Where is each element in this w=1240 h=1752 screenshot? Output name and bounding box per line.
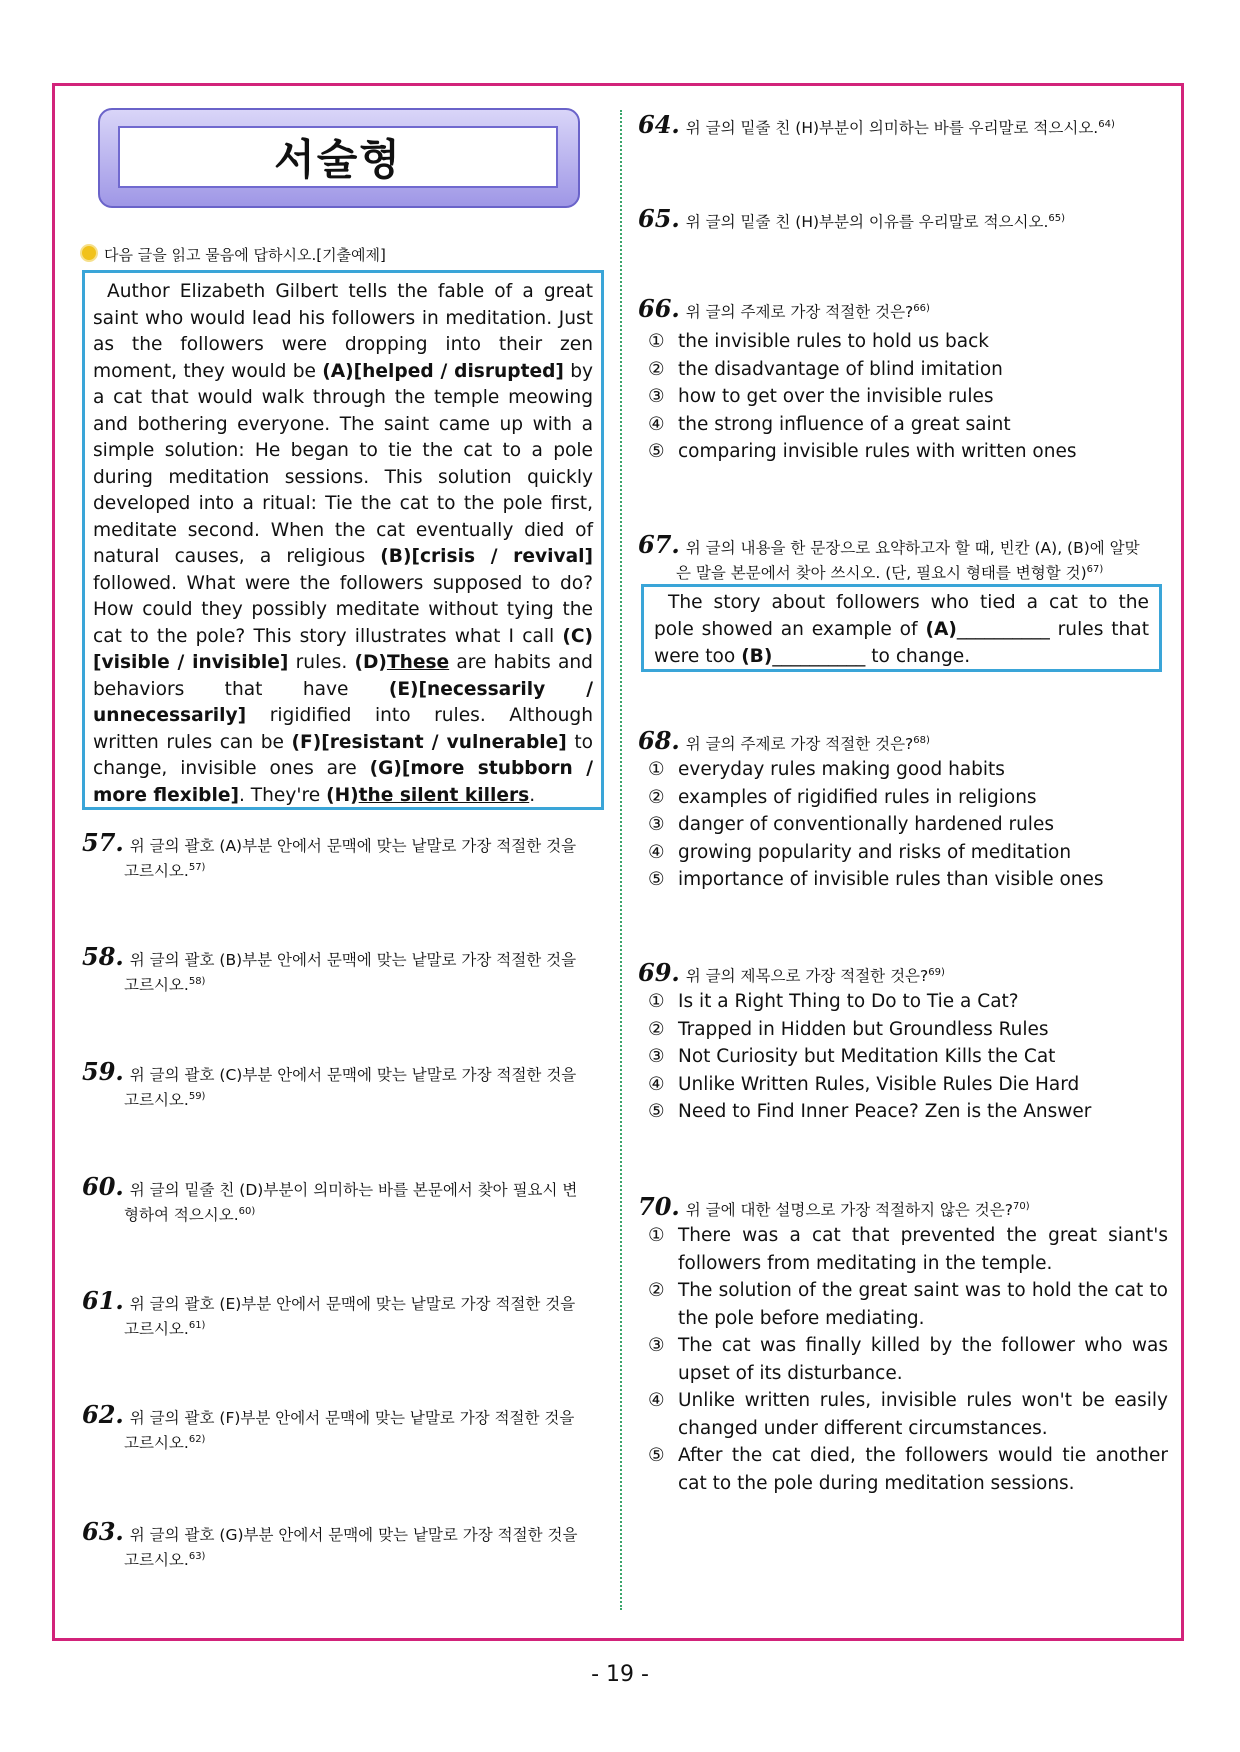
question-64: 64. 위 글의 밑줄 친 (H)부분이 의미하는 바를 우리말로 적으시오.$^{64)}$: [638, 110, 1115, 140]
question-57: 57. 위 글의 괄호 (A)부분 안에서 문맥에 맞는 낱말로 가장 적절한 것을 고르시오.$^{57)}$: [82, 828, 577, 881]
option: ③ Not Curiosity but Meditation Kills the Cat: [648, 1046, 1056, 1067]
option: ⑤ importance of invisible rules than visible ones: [648, 869, 1104, 890]
question-66: 66. 위 글의 주제로 가장 적절한 것은?$^{66)}$: [638, 294, 930, 324]
question-70-options: [648, 1222, 1168, 1497]
bracket-b: (B)[crisis / revival]: [380, 546, 593, 567]
option: ④ Unlike written rules, invisible rules won't be easily changed under different circumstances.: [648, 1390, 1168, 1439]
option: ② The solution of the great saint was to hold the cat to the pole before mediating.: [648, 1280, 1168, 1329]
option: ③ danger of conventionally hardened rules: [648, 814, 1054, 835]
reading-passage: [82, 270, 604, 810]
page-number: - 19 -: [591, 1662, 649, 1687]
option: ⑤ Need to Find Inner Peace? Zen is the Answer: [648, 1101, 1092, 1122]
blank-b[interactable]: __________: [772, 646, 866, 667]
underline-d: (D)These: [354, 652, 450, 673]
question-60: 60. 위 글의 밑줄 친 (D)부분이 의미하는 바를 본문에서 찾아 필요시 변 형하여 적으시오.$^{60)}$: [82, 1172, 578, 1225]
section-title-banner: [98, 108, 580, 208]
question-66-options: [648, 328, 1168, 466]
option: ④ growing popularity and risks of meditation: [648, 841, 1072, 863]
option: ① the invisible rules to hold us back: [648, 331, 989, 352]
summary-box: [641, 584, 1162, 672]
option: ② examples of rigidified rules in religions: [648, 786, 1037, 808]
option: ② the disadvantage of blind imitation: [648, 358, 1003, 380]
question-58: 58. 위 글의 괄호 (B)부분 안에서 문맥에 맞는 낱말로 가장 적절한 것을 고르시오.$^{58)}$: [82, 942, 577, 995]
question-61: 61. 위 글의 괄호 (E)부분 안에서 문맥에 맞는 낱말로 가장 적절한 것을 고르시오.$^{61)}$: [82, 1286, 576, 1339]
bracket-f: (F)[resistant / vulnerable]: [291, 731, 567, 753]
bracket-c: (C)[visible / invisible]: [93, 625, 593, 673]
flower-icon: [80, 244, 98, 262]
option: ④ the strong influence of a great saint: [648, 413, 1011, 435]
option: ② Trapped in Hidden but Groundless Rules: [648, 1018, 1049, 1040]
summary-text: The story about followers who tied a cat to the pole showed an example of (A)__________ rules that were too (B)__________ to change.: [654, 592, 1149, 667]
question-65: 65. 위 글의 밑줄 친 (H)부분의 이유를 우리말로 적으시오.$^{65)}$: [638, 204, 1066, 234]
underline-h: (H)the silent killers: [326, 784, 530, 806]
option: ① There was a cat that prevented the great siant's followers from meditating in the temple.: [648, 1225, 1168, 1274]
option: ⑤ After the cat died, the followers would tie another cat to the pole during meditation sessions.: [648, 1445, 1168, 1494]
option: ③ The cat was finally killed by the follower who was upset of its disturbance.: [648, 1335, 1168, 1384]
question-69: 69. 위 글의 제목으로 가장 적절한 것은?$^{69)}$: [638, 958, 945, 988]
question-70: 70. 위 글에 대한 설명으로 가장 적절하지 않은 것은?$^{70)}$: [638, 1192, 1030, 1222]
option: ④ Unlike Written Rules, Visible Rules Die Hard: [648, 1073, 1080, 1095]
option: ③ how to get over the invisible rules: [648, 386, 994, 407]
column-divider: [620, 110, 622, 1610]
section-title: 서술형: [118, 126, 558, 188]
instruction: [80, 244, 386, 265]
question-63: 63. 위 글의 괄호 (G)부분 안에서 문맥에 맞는 낱말로 가장 적절한 것을 고르시오.$^{63)}$: [82, 1517, 578, 1570]
instruction-text: 다음 글을 읽고 물음에 답하시오.[기출예제]: [104, 246, 386, 264]
passage-text: Author Elizabeth Gilbert tells the fable of a great saint who would lead his followers in meditation. Just as the followers were dropping into their zen moment, they would be (A)[helped / disrupted] by a cat that would walk through the temple meowing and bothering everyone. The saint came up with a simple solution: He began to tie the cat to a pole during meditation sessions. This solution quickly developed into a ritual: Tie the cat to the pole first, meditate second. When the cat eventually died of natural causes, a religious (B)[crisis / revival] followed. What were the followers supposed to do? How could they possibly meditate without tying the cat to the pole? This story illustrates what I call (C)[visible / invisible] rules. (D)These are habits and behaviors that have (E)[necessarily / unnecessarily] rigidified into rules. Although written rules can be (F)[resistant / vulnerable] to change, invisible ones are (G)[more stubborn / more flexible]. They're (H)the silent killers.: [93, 281, 594, 806]
bracket-g: (G)[more stubborn / more flexible]: [93, 758, 593, 806]
bracket-a: (A)[helped / disrupted]: [322, 360, 564, 382]
blank-a[interactable]: __________: [956, 619, 1050, 640]
question-59: 59. 위 글의 괄호 (C)부분 안에서 문맥에 맞는 낱말로 가장 적절한 것을 고르시오.$^{59)}$: [82, 1057, 577, 1110]
question-62: 62. 위 글의 괄호 (F)부분 안에서 문맥에 맞는 낱말로 가장 적절한 것을 고르시오.$^{62)}$: [82, 1400, 575, 1453]
question-68: 68. 위 글의 주제로 가장 적절한 것은?$^{68)}$: [638, 726, 930, 756]
option: ① everyday rules making good habits: [648, 759, 1005, 780]
question-67: 67. 위 글의 내용을 한 문장으로 요약하고자 할 때, 빈칸 (A), (B)에 알맞 은 말을 본문에서 찾아 쓰시오. (단, 필요시 형태를 변형할 것)$^{67)}$: [638, 530, 1140, 583]
bracket-e: (E)[necessarily / unnecessarily]: [93, 678, 593, 726]
question-68-options: [648, 756, 1168, 894]
question-69-options: [648, 988, 1168, 1126]
option: ⑤ comparing invisible rules with written ones: [648, 441, 1077, 462]
option: ① Is it a Right Thing to Do to Tie a Cat?: [648, 991, 1019, 1012]
